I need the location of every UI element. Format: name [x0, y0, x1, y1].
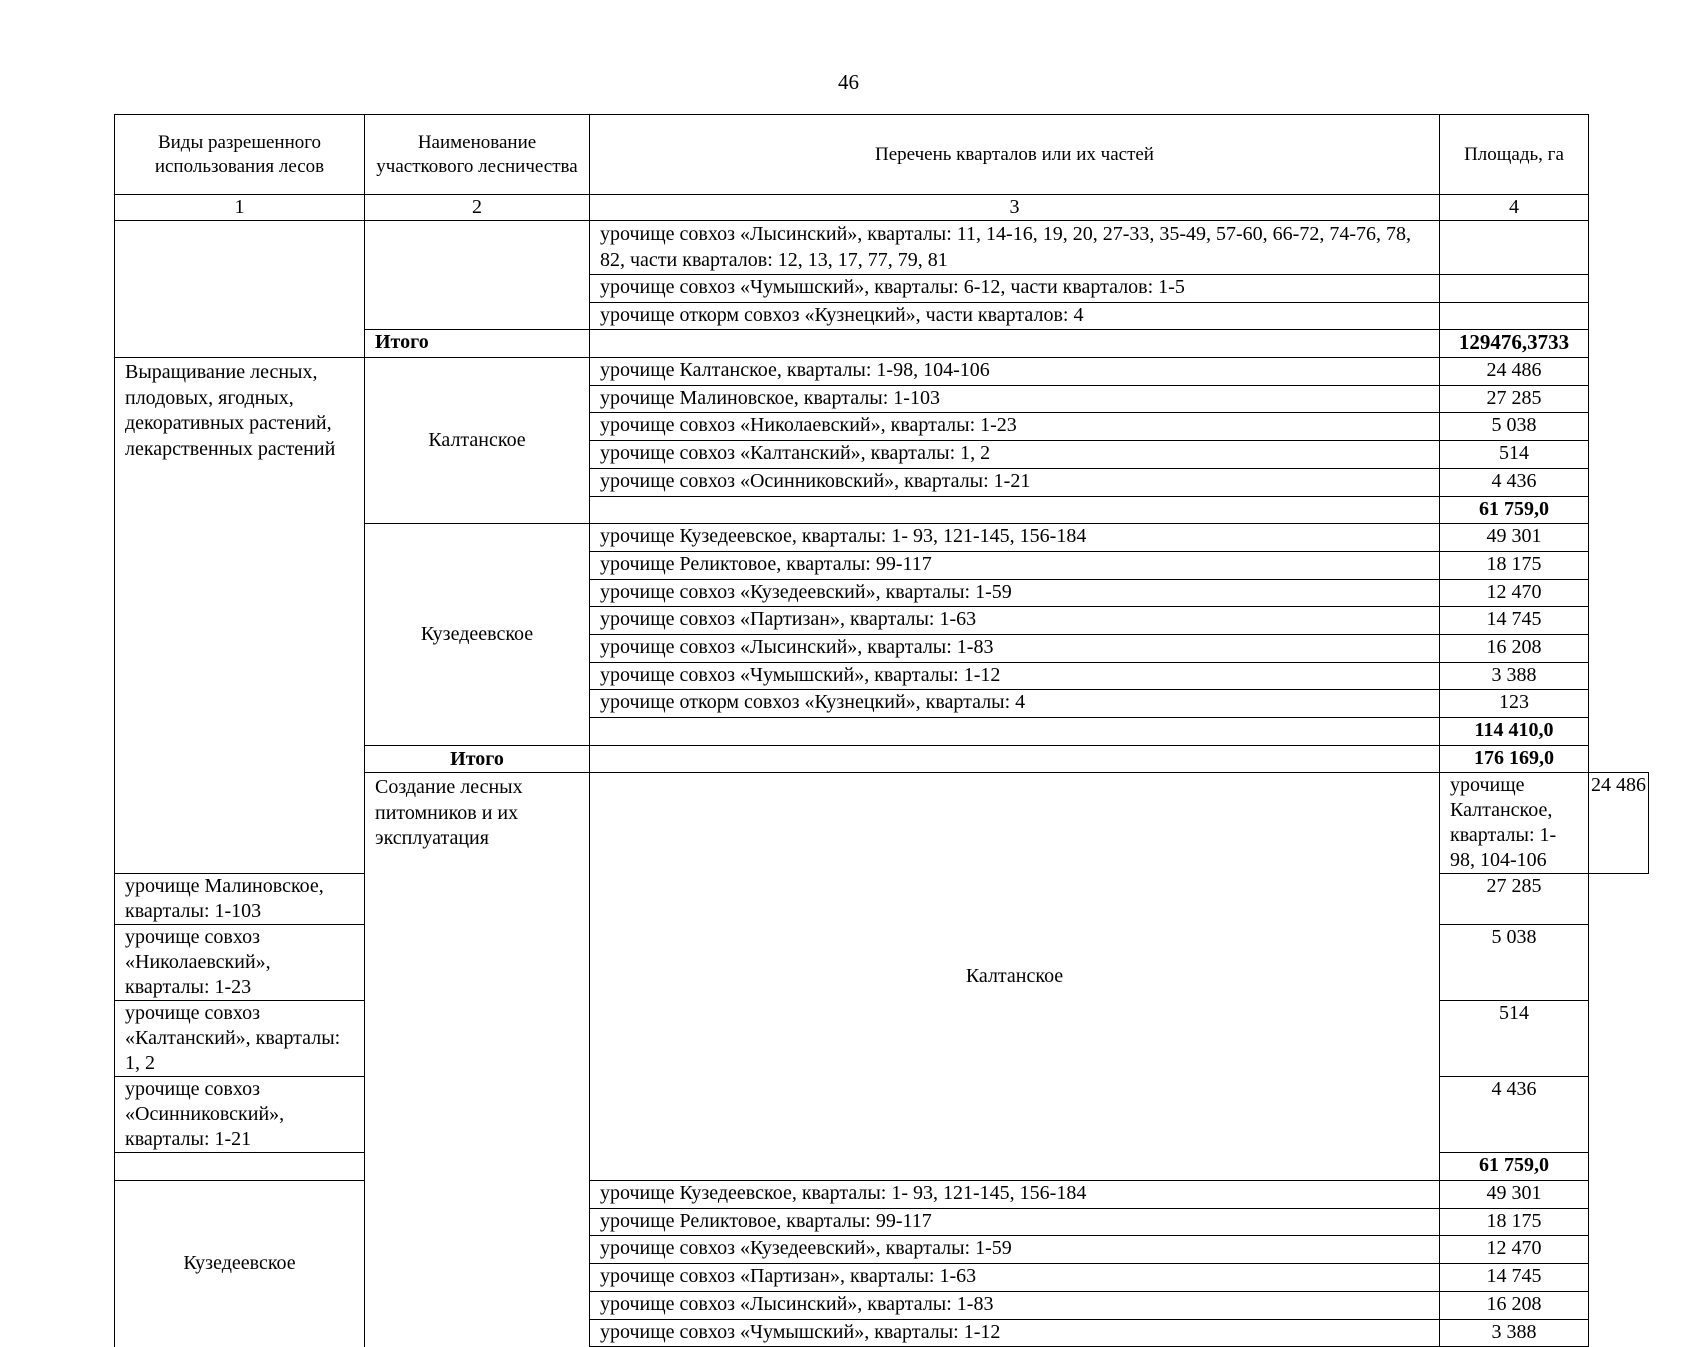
forestry-name: Кузедеевское: [365, 524, 590, 746]
table-row: [115, 221, 1649, 275]
quarters-cell: [590, 496, 1440, 524]
area-cell: [1440, 221, 1589, 275]
quarters-cell: урочище совхоз «Партизан», кварталы: 1-63: [590, 607, 1440, 635]
header-quarters-list: Перечень кварталов или их частей: [590, 115, 1440, 195]
quarters-cell: урочище совхоз «Кузедеевский», кварталы: 1-59: [590, 579, 1440, 607]
column-number-row: [115, 195, 1649, 221]
column-number: 2: [365, 195, 590, 221]
area-cell: 49 301: [1440, 524, 1589, 552]
quarters-cell: урочище совхоз «Чумышский», кварталы: 1-12: [590, 1319, 1440, 1347]
area-cell: 3 388: [1440, 662, 1589, 690]
forest-use-table: [114, 114, 1649, 1347]
total-value: 176 169,0: [1440, 745, 1589, 773]
quarters-cell: урочище откорм совхоз «Кузнецкий», кварталы: 4: [590, 690, 1440, 718]
area-cell: 49 301: [1440, 1181, 1589, 1209]
subtotal-value: 61 759,0: [1440, 1153, 1589, 1181]
quarters-cell: [115, 1153, 365, 1181]
area-cell: 24 486: [1589, 773, 1649, 874]
quarters-cell: урочище совхоз «Осинниковский», кварталы: 1-21: [590, 468, 1440, 496]
quarters-cell: урочище Кузедеевское, кварталы: 1- 93, 121-145, 156-184: [590, 1181, 1440, 1209]
quarters-cell: урочище Реликтовое, кварталы: 99-117: [590, 1208, 1440, 1236]
quarters-cell: урочище совхоз «Осинниковский», кварталы: 1-21: [115, 1077, 365, 1153]
forestry-name: Кузедеевское: [115, 1181, 365, 1347]
table-row: [115, 1181, 1649, 1209]
quarters-cell: [590, 330, 1440, 358]
header-forestry-name: Наименование участкового лесничества: [365, 115, 590, 195]
quarters-cell: урочище Малиновское, кварталы: 1-103: [115, 874, 365, 925]
header-use-type: Виды разрешенного использования лесов: [115, 115, 365, 195]
total-label: Итого: [365, 330, 590, 358]
area-cell: 27 285: [1440, 385, 1589, 413]
quarters-cell: урочище совхоз «Лысинский», кварталы: 1-83: [590, 1291, 1440, 1319]
area-cell: 24 486: [1440, 358, 1589, 386]
area-cell: 16 208: [1440, 1291, 1589, 1319]
area-cell: 5 038: [1440, 413, 1589, 441]
quarters-cell: урочище Кузедеевское, кварталы: 1- 93, 121-145, 156-184: [590, 524, 1440, 552]
quarters-cell: урочище совхоз «Чумышский», кварталы: 1-12: [590, 662, 1440, 690]
area-cell: 5 038: [1440, 925, 1589, 1001]
quarters-cell: урочище совхоз «Кузедеевский», кварталы: 1-59: [590, 1236, 1440, 1264]
use-type-cell: [115, 221, 365, 358]
quarters-cell: урочище совхоз «Николаевский», кварталы: 1-23: [115, 925, 365, 1001]
forestry-cell: [365, 221, 590, 330]
quarters-cell: урочище Реликтовое, кварталы: 99-117: [590, 551, 1440, 579]
table-row: [115, 358, 1649, 386]
area-cell: [1440, 275, 1589, 303]
quarters-cell: урочище совхоз «Калтанский», кварталы: 1, 2: [115, 1001, 365, 1077]
quarters-cell: урочище совхоз «Лысинский», кварталы: 11, 14-16, 19, 20, 27-33, 35-49, 57-60, 66-72, 74-76, 78, 82, части кварталов: 12, 13, 17, 77, 79, 81: [590, 221, 1440, 275]
area-cell: 18 175: [1440, 551, 1589, 579]
column-number: 1: [115, 195, 365, 221]
area-cell: 16 208: [1440, 634, 1589, 662]
area-cell: [1440, 302, 1589, 330]
quarters-cell: урочище Калтанское, кварталы: 1-98, 104-106: [1440, 773, 1589, 874]
quarters-cell: урочище совхоз «Лысинский», кварталы: 1-83: [590, 634, 1440, 662]
header-area: Площадь, га: [1440, 115, 1589, 195]
column-number: 3: [590, 195, 1440, 221]
table-header-row: [115, 115, 1649, 195]
quarters-cell: урочище совхоз «Калтанский», кварталы: 1, 2: [590, 441, 1440, 469]
use-type-cell: Создание лесных питомников и их эксплуатация: [365, 773, 590, 1347]
quarters-cell: урочище Малиновское, кварталы: 1-103: [590, 385, 1440, 413]
quarters-cell: урочище откорм совхоз «Кузнецкий», части кварталов: 4: [590, 302, 1440, 330]
area-cell: 14 745: [1440, 1264, 1589, 1292]
page-number: 46: [838, 70, 859, 94]
total-value: 129476,3733: [1440, 330, 1589, 358]
area-cell: 27 285: [1440, 874, 1589, 925]
area-cell: 4 436: [1440, 1077, 1589, 1153]
subtotal-value: 61 759,0: [1440, 496, 1589, 524]
area-cell: 18 175: [1440, 1208, 1589, 1236]
area-cell: 514: [1440, 1001, 1589, 1077]
quarters-cell: урочище Калтанское, кварталы: 1-98, 104-106: [590, 358, 1440, 386]
area-cell: 123: [1440, 690, 1589, 718]
quarters-cell: урочище совхоз «Чумышский», кварталы: 6-12, части кварталов: 1-5: [590, 275, 1440, 303]
area-cell: 14 745: [1440, 607, 1589, 635]
area-cell: 514: [1440, 441, 1589, 469]
quarters-cell: [590, 745, 1440, 773]
column-number: 4: [1440, 195, 1589, 221]
area-cell: 12 470: [1440, 1236, 1589, 1264]
use-type-cell: Выращивание лесных, плодовых, ягодных, декоративных растений, лекарственных растений: [115, 358, 365, 874]
forestry-name: Калтанское: [590, 773, 1440, 1181]
total-label: Итого: [365, 745, 590, 773]
quarters-cell: [590, 718, 1440, 746]
forestry-name: Калтанское: [365, 358, 590, 524]
quarters-cell: урочище совхоз «Партизан», кварталы: 1-63: [590, 1264, 1440, 1292]
area-cell: 3 388: [1440, 1319, 1589, 1347]
area-cell: 12 470: [1440, 579, 1589, 607]
quarters-cell: урочище совхоз «Николаевский», кварталы: 1-23: [590, 413, 1440, 441]
subtotal-value: 114 410,0: [1440, 718, 1589, 746]
area-cell: 4 436: [1440, 468, 1589, 496]
